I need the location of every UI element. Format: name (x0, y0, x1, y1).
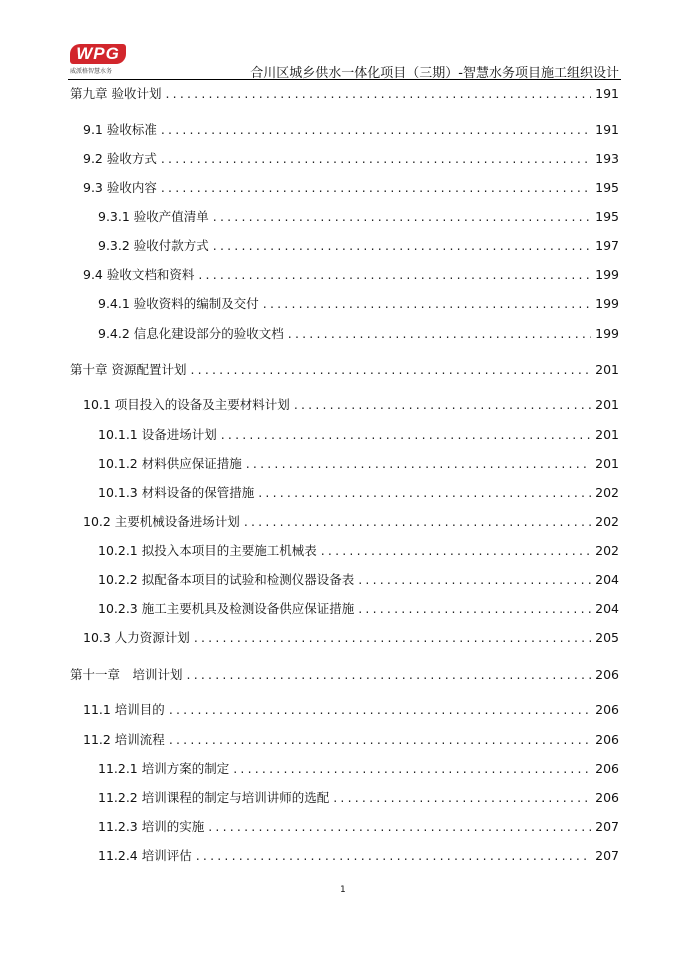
toc-entry-page: 201 (595, 456, 619, 471)
toc-entry-title: 10.2.2 拟配备本项目的试验和检测仪器设备表 (98, 572, 355, 587)
toc-entry-title: 9.4 验收文档和资料 (83, 267, 195, 282)
toc-leader-dots (221, 425, 591, 445)
toc-entry[interactable] (0, 570, 689, 590)
toc-entry[interactable] (0, 730, 689, 750)
toc-entry-title: 10.1.2 材料供应保证措施 (98, 456, 242, 471)
toc-entry[interactable] (0, 84, 689, 104)
toc-leader-dots (198, 265, 591, 285)
toc-entry[interactable] (0, 265, 689, 285)
toc-entry[interactable] (0, 483, 689, 503)
toc-entry-title: 11.2 培训流程 (83, 732, 165, 747)
page-number: 1 (340, 885, 346, 895)
toc-leader-dots (258, 483, 591, 503)
toc-leader-dots (187, 665, 592, 685)
toc-leader-dots (194, 628, 591, 648)
toc-entry-title: 11.2.3 培训的实施 (98, 819, 205, 834)
toc-leader-dots (294, 395, 591, 415)
toc-entry-page: 202 (595, 543, 619, 558)
toc-entry-page: 199 (595, 267, 619, 282)
toc-leader-dots (213, 207, 591, 227)
toc-entry-page: 199 (595, 296, 619, 311)
toc-entry-title: 10.1.3 材料设备的保管措施 (98, 485, 255, 500)
toc-entry-page: 204 (595, 601, 619, 616)
toc-entry-title: 10.3 人力资源计划 (83, 630, 190, 645)
toc-entry-page: 206 (595, 790, 619, 805)
toc-entry-title: 9.3.2 验收付款方式 (98, 238, 209, 253)
toc-entry[interactable] (0, 454, 689, 474)
toc-entry-page: 191 (595, 122, 619, 137)
toc-entry-page: 195 (595, 180, 619, 195)
toc-entry-page: 191 (595, 86, 619, 101)
toc-entry-page: 201 (595, 362, 619, 377)
toc-leader-dots (358, 570, 591, 590)
toc-entry-title: 9.2 验收方式 (83, 151, 157, 166)
toc-entry-page: 206 (595, 761, 619, 776)
toc-entry-title: 9.1 验收标准 (83, 122, 157, 137)
toc-entry[interactable] (0, 817, 689, 837)
toc-leader-dots (165, 84, 591, 104)
toc-entry-title: 11.2.1 培训方案的制定 (98, 761, 230, 776)
toc-leader-dots (246, 454, 591, 474)
company-logo (70, 44, 128, 74)
toc-entry[interactable] (0, 700, 689, 720)
toc-entry[interactable] (0, 360, 689, 380)
toc-entry-title: 第十章 资源配置计划 (70, 362, 187, 377)
toc-entry[interactable] (0, 628, 689, 648)
toc-leader-dots (169, 730, 591, 750)
toc-entry[interactable] (0, 759, 689, 779)
toc-entry-title: 9.4.2 信息化建设部分的验收文档 (98, 326, 284, 341)
toc-leader-dots (321, 541, 591, 561)
toc-entry-page: 206 (595, 702, 619, 717)
toc-entry-title: 第十一章 培训计划 (70, 667, 183, 682)
toc-leader-dots (161, 120, 591, 140)
logo-wordmark: WPG (70, 44, 126, 64)
toc-leader-dots (244, 512, 591, 532)
toc-entry[interactable] (0, 149, 689, 169)
toc-entry-page: 201 (595, 397, 619, 412)
toc-entry[interactable] (0, 324, 689, 344)
toc-entry-page: 201 (595, 427, 619, 442)
toc-entry-title: 11.2.2 培训课程的制定与培训讲师的选配 (98, 790, 330, 805)
toc-entry-page: 205 (595, 630, 619, 645)
toc-entry-page: 197 (595, 238, 619, 253)
toc-leader-dots (208, 817, 591, 837)
toc-entry-page: 199 (595, 326, 619, 341)
toc-entry[interactable] (0, 788, 689, 808)
toc-entry[interactable] (0, 665, 689, 685)
toc-entry-title: 10.1 项目投入的设备及主要材料计划 (83, 397, 290, 412)
toc-entry-title: 10.2.1 拟投入本项目的主要施工机械表 (98, 543, 317, 558)
toc-entry[interactable] (0, 395, 689, 415)
toc-leader-dots (333, 788, 591, 808)
toc-entry[interactable] (0, 512, 689, 532)
toc-entry-page: 207 (595, 848, 619, 863)
toc-entry-title: 第九章 验收计划 (70, 86, 162, 101)
toc-entry-page: 193 (595, 151, 619, 166)
toc-leader-dots (213, 236, 591, 256)
toc-entry[interactable] (0, 294, 689, 314)
toc-entry-page: 206 (595, 667, 619, 682)
toc-entry[interactable] (0, 846, 689, 866)
toc-entry-title: 11.2.4 培训评估 (98, 848, 192, 863)
toc-entry-title: 10.2 主要机械设备进场计划 (83, 514, 240, 529)
toc-leader-dots (233, 759, 591, 779)
toc-leader-dots (358, 599, 591, 619)
toc-entry-page: 206 (595, 732, 619, 747)
toc-leader-dots (288, 324, 591, 344)
toc-leader-dots (169, 700, 591, 720)
toc-entry-title: 9.3.1 验收产值清单 (98, 209, 209, 224)
toc-entry[interactable] (0, 178, 689, 198)
toc-leader-dots (263, 294, 591, 314)
toc-entry[interactable] (0, 599, 689, 619)
toc-entry-page: 207 (595, 819, 619, 834)
toc-entry-page: 202 (595, 514, 619, 529)
toc-entry-page: 195 (595, 209, 619, 224)
toc-entry-title: 9.4.1 验收资料的编制及交付 (98, 296, 259, 311)
toc-leader-dots (161, 178, 591, 198)
header-divider (68, 79, 621, 80)
toc-leader-dots (190, 360, 591, 380)
toc-entry-page: 204 (595, 572, 619, 587)
toc-entry-page: 202 (595, 485, 619, 500)
toc-entry[interactable] (0, 541, 689, 561)
toc-entry[interactable] (0, 207, 689, 227)
toc-entry-title: 9.3 验收内容 (83, 180, 157, 195)
toc-entry[interactable] (0, 236, 689, 256)
logo-subtitle: 威派格智慧水务 (70, 68, 113, 75)
toc-entry-title: 10.2.3 施工主要机具及检测设备供应保证措施 (98, 601, 355, 616)
toc-entry[interactable] (0, 120, 689, 140)
toc-entry[interactable] (0, 425, 689, 445)
document-header-title: 合川区城乡供水一体化项目（三期）-智慧水务项目施工组织设计 (250, 66, 619, 81)
toc-leader-dots (161, 149, 591, 169)
toc-entry-title: 11.1 培训目的 (83, 702, 165, 717)
toc-entry-title: 10.1.1 设备进场计划 (98, 427, 217, 442)
toc-leader-dots (196, 846, 591, 866)
